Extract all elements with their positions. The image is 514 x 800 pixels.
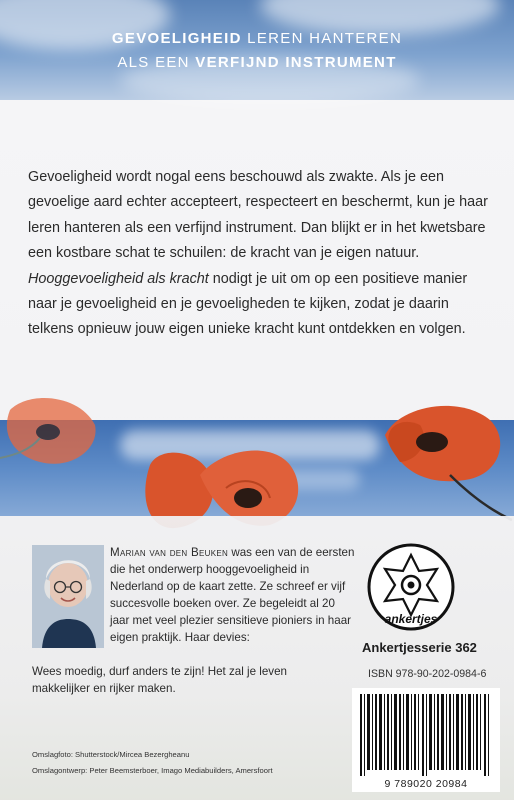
cover-credits	[32, 747, 273, 779]
top-sky-band	[0, 0, 514, 100]
author-motto: Wees moedig, durf anders te zijn! Het zal je leven makkelijker en rijker maken.	[32, 665, 287, 695]
back-cover-blurb: Gevoeligheid wordt nogal eens beschouwd als zwakte. Als je een gevoelige aard echter accepteert, respecteert en beschermt, kun je haar leren hanteren als een verfijnd instrument. Dan blijkt er in het kwetsbare een kostbare schat te schuilen: de kracht van je eigen natuur. Hooggevoeligheid als kracht nodigt je uit om op een positieve manier naar je gevoeligheid en je gevoeligheden te kijken, zodat je daarin telkens opnieuw jouw eigen unieke kracht kunt ontdekken en volgen.	[28, 169, 488, 338]
design-credit: Omslagontwerp: Peter Beemsterboer, Imago Mediabuilders, Amersfoort	[32, 766, 273, 775]
photo-credit: Omslagfoto: Shutterstock/Mircea Bezergheanu	[32, 750, 190, 759]
svg-text:ankertjes: ankertjes	[384, 612, 438, 626]
headline-line-2: ALS EEN VERFIJND INSTRUMENT	[117, 54, 397, 71]
series-number: Ankertjesserie 362	[362, 640, 477, 655]
headline-line-1: GEVOELIGHEID LEREN HANTEREN	[111, 30, 403, 47]
isbn-number: ISBN 978-90-202-0984-6	[368, 668, 487, 680]
book-title-italic: Hooggevoeligheid als kracht	[28, 270, 209, 287]
author-name: Marian van den Beuken	[110, 546, 229, 559]
ankertjes-logo	[367, 543, 455, 631]
author-photo	[32, 545, 104, 648]
isbn-barcode	[352, 688, 500, 792]
author-bio: Marian van den Beuken was een van de eersten die het onderwerp hooggevoeligheid in Nederland op de kaart zette. Ze schreef er vijf succesvolle boeken over. Ze begeleidt al 20 jaar met veel plezier sensitieve pioniers in haar eigen praktijk. Haar devies:	[110, 546, 355, 644]
barcode-digits: 9 789020 20984	[384, 778, 468, 790]
